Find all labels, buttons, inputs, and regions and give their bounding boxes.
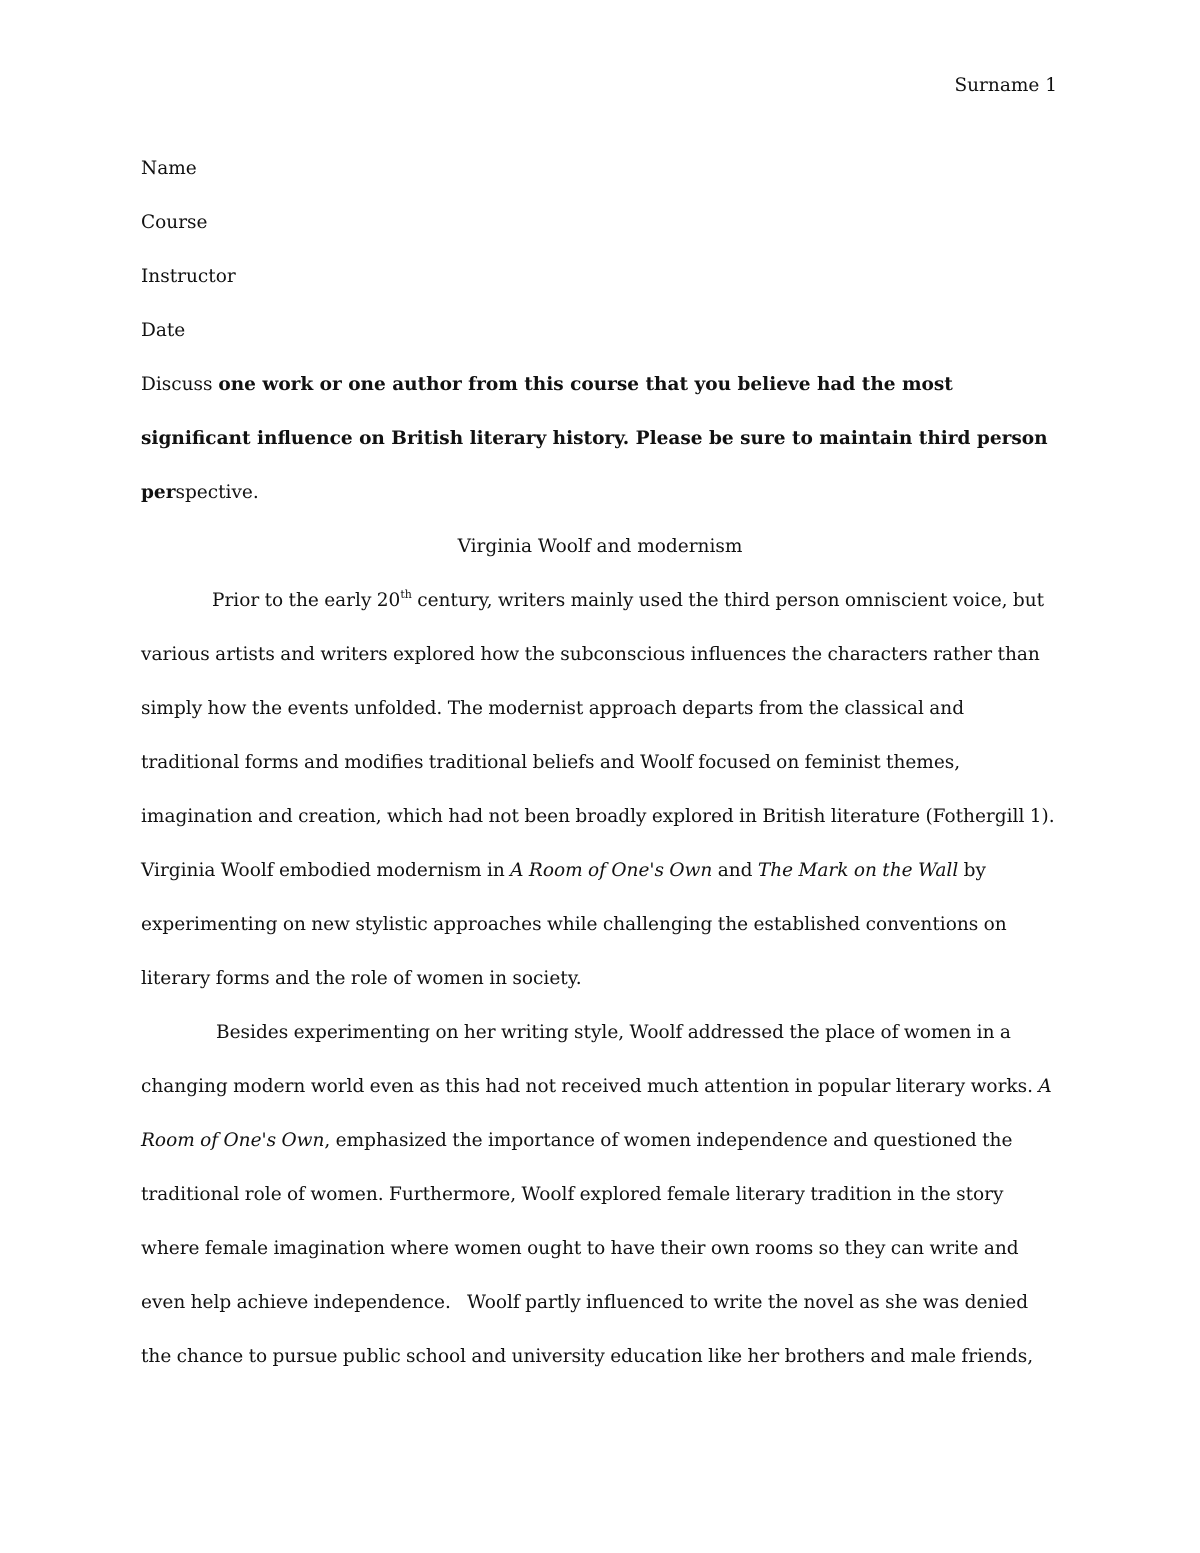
essay-title: Virginia Woolf and modernism <box>457 536 743 557</box>
date: Date <box>141 320 186 341</box>
prompt-tail: spective. <box>175 482 259 503</box>
paragraph-1-text: century, writers mainly used the third person omniscient voice, but various artists and writers explored how the subconscious influences the characters rather than simply how the events unfolded. The modernist approach departs from the classical and traditional forms and modifies traditional beliefs and Woolf focused on feminist themes, imagination and creation, which had not been broadly explored in British literature (Fothergill 1). Virginia Woolf embodied modernism in <box>141 590 1055 881</box>
document-body <box>141 142 1059 1384</box>
work-title-italic: A Room of One's Own <box>141 1076 1052 1151</box>
prompt-bold: one work or one author from this course that you believe had the most significant influence on British literary history. Please be sure to maintain third person per <box>141 374 1048 503</box>
work-title-italic: The Mark on the Wall <box>757 860 959 881</box>
paragraph-2-text: Besides experimenting on her writing style, Woolf addressed the place of women in a changing modern world even as this had not received much attention in popular literary works. <box>141 1022 1039 1097</box>
instructor-name: Instructor <box>141 266 236 287</box>
paragraph-1-text: Prior to the early 20 <box>212 590 401 611</box>
paragraph-2-text: , emphasized the importance of women independence and questioned the traditional role of women. Furthermore, Woolf explored female literary tradition in the story where female imagination where women ought to have their own rooms so they can write and even help achieve independence. Woolf partly influenced to write the novel as she was denied the chance to pursue public school and university education like her brothers and male friends, <box>141 1130 1034 1367</box>
paragraph-1-text: by experimenting on new stylistic approaches while challenging the established conventions on literary forms and the role of women in society. <box>141 860 1007 989</box>
student-name: Name <box>141 158 197 179</box>
paragraph-1 <box>141 574 1059 1006</box>
paragraph-1-text: and <box>712 860 758 881</box>
course-name: Course <box>141 212 208 233</box>
work-title-italic: A Room of One's Own <box>510 860 713 881</box>
paragraph-2 <box>141 1006 1059 1384</box>
running-head: Surname 1 <box>954 75 1057 96</box>
prompt-lead: Discuss <box>141 374 219 395</box>
assignment-prompt <box>141 358 1059 520</box>
superscript-th: th <box>400 588 412 601</box>
